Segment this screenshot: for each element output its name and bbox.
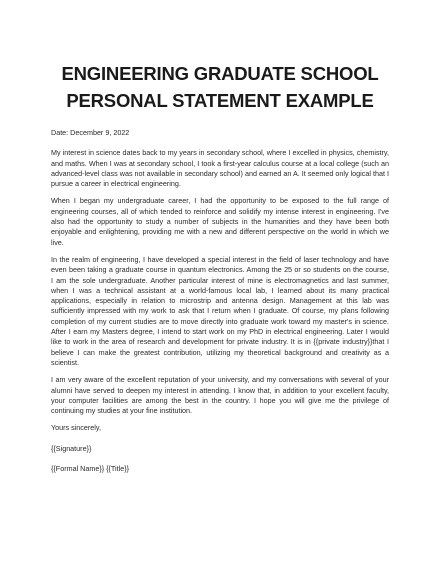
- paragraph-line: also had the opportunity to study a number of subjects in the humanities and they have been both: [51, 217, 389, 227]
- paragraph-4: [51, 375, 389, 416]
- paragraph-2: [51, 196, 389, 247]
- paragraph-line: when I was a technical assistant at a world-famous local lab, I learned about its many practical: [51, 285, 389, 295]
- signature-placeholder: {{Signature}}: [51, 443, 92, 453]
- paragraph-line: My interest in science dates back to my years in secondary school, where I excelled in physics, chemistry,: [51, 148, 389, 158]
- paragraph-line: applications, especially in relation to microstrip and antenna design. Management at this lab was: [51, 296, 389, 306]
- paragraph-line: believe I can make the greatest contribution, utilizing my theoretical background and creativity as a: [51, 347, 389, 357]
- paragraph-line: continuing my studies at your fine institution.: [51, 406, 193, 416]
- paragraph-line: sufficiently impressed with my work to ask that I return when I graduate. Of course, my plans following: [51, 306, 389, 316]
- title-line-1: ENGINEERING GRADUATE SCHOOL: [61, 63, 379, 84]
- paragraph-line: engineering courses, all of which tended to reinforce and solidify my intense interest in engineering. I've: [51, 206, 389, 216]
- paragraph-line: scientist.: [51, 357, 79, 367]
- paragraph-line: like to work in the area of research and development for private industry. It is in {{private industry}}that I: [51, 337, 389, 347]
- paragraph-line: and maths. When I was at secondary school, I took a first-year calculus course at a local college (such an: [51, 158, 389, 168]
- paragraph-line: pursue a career in electrical engineering.: [51, 179, 181, 189]
- paragraph-line: After I earn my Masters degree, I intend to start work on my PhD in electrical engineering. Later I would: [51, 327, 389, 337]
- paragraph-line: alumni have served to deepen my interest in attending. I know that, in addition to your excellent faculty,: [51, 385, 389, 395]
- paragraph-line: your computer facilities are among the best in the country. I hope you will give me the privilege of: [51, 395, 389, 405]
- paragraph-line: enjoyable and enlightening, providing me with a new and different perspective on the world in which we: [51, 227, 389, 237]
- paragraph-line: I am the sole undergraduate. Another particular interest of mine is electromagnetics and last summer,: [51, 275, 389, 285]
- paragraph-line: live.: [51, 237, 64, 247]
- paragraph-line: even been taking a graduate course in quantum electronics. Among the 25 or so students on the course,: [51, 265, 389, 275]
- title-line-2: PERSONAL STATEMENT EXAMPLE: [66, 90, 374, 111]
- document-body: [51, 128, 389, 474]
- paragraph-3: [51, 255, 389, 368]
- name-title-placeholder: {{Formal Name}} {{Title}}: [51, 464, 130, 474]
- document-title: [51, 60, 389, 114]
- paragraph-1: [51, 148, 389, 189]
- closing-line: Yours sincerely,: [51, 423, 101, 433]
- paragraph-line: When I began my undergraduate career, I had the opportunity to be exposed to the full range of: [51, 196, 389, 206]
- paragraph-line: advanced-level class was not available in secondary school) and earned an A. It seemed only logical that I: [51, 168, 389, 178]
- paragraph-line: In the realm of engineering, I have developed a special interest in the field of laser technology and have: [51, 254, 389, 264]
- paragraph-line: completion of my current studies are to move directly into graduate work toward my master's in science.: [51, 316, 389, 326]
- paragraph-line: I am very aware of the excellent reputation of your university, and my conversations with several of your: [51, 375, 389, 385]
- date-line: Date: December 9, 2022: [51, 128, 130, 137]
